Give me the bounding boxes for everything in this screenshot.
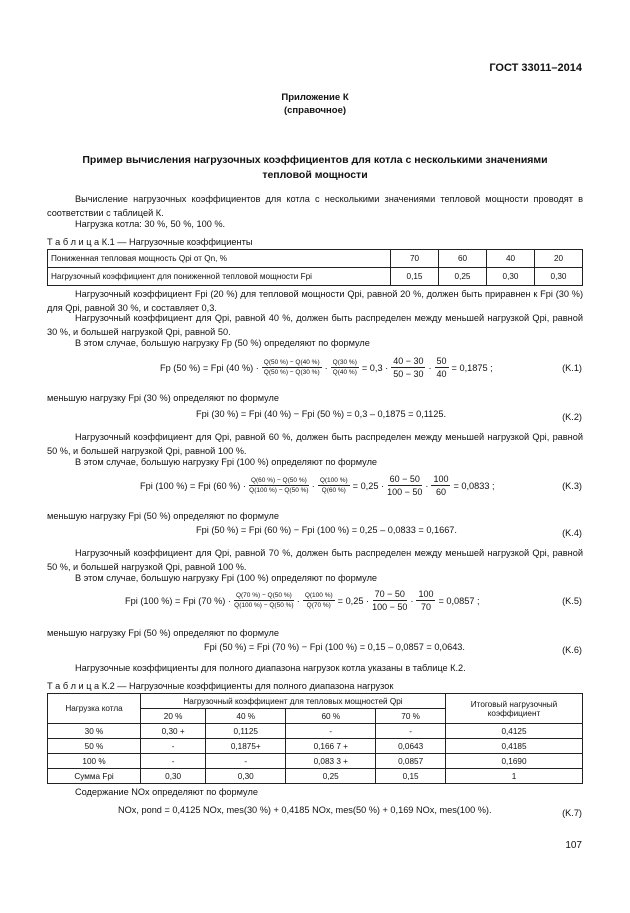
table2-cell: 0,083 3 + xyxy=(286,754,376,769)
formula-lhs: Fpi (100 %) = Fpi (60 %) · xyxy=(140,480,246,491)
formula-number: (K.6) xyxy=(562,645,582,655)
formula-number: (K.2) xyxy=(562,412,582,422)
table2-cell: 0,15 xyxy=(376,769,446,784)
table2-cell: 0,30 xyxy=(141,769,206,784)
table1-cell: 70 xyxy=(391,250,439,268)
formula-k1: Fp (50 %) = Fpi (40 %) · $\frac{Q(50 \%) - Q(40 \%)}{Q(50 \%) - Q(30 \%)}$ · $\frac{Q(30 \%)}{Q(40 \%)}$ = 0,3 · $\frac{40 - 30}{50 - 30}$ · $\frac{50}{40}$ = 0,1875 ; (K.1) xyxy=(160,356,582,379)
frac-num: Q(60 %) − Q(50 %) xyxy=(250,477,307,484)
annex-title: Приложение К xyxy=(281,92,349,103)
table2-cell: 0,1690 xyxy=(446,754,583,769)
table1-row1-label: Пониженная тепловая мощность Qpi от Qn, % xyxy=(48,250,391,268)
table2-cell: 50 % xyxy=(48,739,141,754)
table2-cell: Сумма Fpi xyxy=(48,769,141,784)
frac-den: 70 xyxy=(420,602,431,612)
frac-num: Q(70 %) − Q(50 %) xyxy=(235,592,292,599)
table2-cell: 0,1125 xyxy=(206,724,286,739)
formula-mid: = 0,25 · xyxy=(352,480,385,491)
table2-cell: 0,30 xyxy=(206,769,286,784)
table2-subhead: 60 % xyxy=(286,709,376,724)
table1-cell: 0,25 xyxy=(439,268,487,286)
formula-mid: = 0,3 · xyxy=(361,362,389,373)
table-k1 xyxy=(47,249,583,286)
formula-mid: = 0,25 · xyxy=(337,595,370,606)
table2-cell: - xyxy=(376,724,446,739)
table2-cell: - xyxy=(141,739,206,754)
table-row xyxy=(48,769,583,784)
section-heading: Пример вычисления нагрузочных коэффициентов для котла с несколькими значениями тепловой мощности xyxy=(82,154,548,181)
table2-cell: 0,25 xyxy=(286,769,376,784)
frac-den: Q(60 %) xyxy=(321,487,346,494)
frac-den: Q(40 %) xyxy=(332,369,357,376)
paragraph: Нагрузочный коэффициент для Qpi, равной 40 %, должен быть распределен между меньшей нагрузкой Qpi, равной 30 %, и большей нагрузкой Qpi, равной 50. xyxy=(47,313,583,337)
intro-paragraph: Вычисление нагрузочных коэффициентов для котла с несколькими значениями тепловой мощности проводят в соответствии с таблицей К. xyxy=(47,194,583,218)
table2-cell: - xyxy=(206,754,286,769)
table1-cell: 20 xyxy=(535,250,583,268)
standard-number: ГОСТ 33011–2014 xyxy=(489,62,582,74)
frac-num: 40 − 30 xyxy=(393,356,424,366)
page-number: 107 xyxy=(565,840,582,851)
frac-num: 50 xyxy=(436,356,447,366)
formula-rhs: = 0,0857 ; xyxy=(438,595,480,606)
table-row xyxy=(48,724,583,739)
paragraph: меньшую нагрузку Fpi (30 %) определяют по формуле xyxy=(47,393,279,403)
formula-k5: Fpi (100 %) = Fpi (70 %) · $\frac{Q(70 \%) - Q(50 \%)}{Q(100 \%) - Q(50 \%)}$ · $\frac{Q(100 \%)}{Q(70 \%)}$ = 0,25 · $\frac{70 - 50}{100 - 50}$ · $\frac{100}{70}$ = 0,0857 ; (K.5) xyxy=(125,589,582,612)
table-row xyxy=(48,739,583,754)
paragraph: меньшую нагрузку Fpi (50 %) определяют по формуле xyxy=(47,628,279,638)
table2-cell: 0,1875+ xyxy=(206,739,286,754)
table2-cell: - xyxy=(286,724,376,739)
frac-den: Q(100 %) − Q(50 %) xyxy=(234,602,294,609)
frac-num: Q(30 %) xyxy=(332,359,357,366)
frac-num: 100 xyxy=(418,589,434,599)
formula-k3: Fpi (100 %) = Fpi (60 %) · $\frac{Q(60 \%) - Q(50 \%)}{Q(100 \%) - Q(50 \%)}$ · $\frac{Q(100 \%)}{Q(60 \%)}$ = 0,25 · $\frac{60 - 50}{100 - 50}$ · $\frac{100}{60}$ = 0,0833 ; (K.3) xyxy=(140,474,582,497)
frac-den: 40 xyxy=(436,369,447,379)
formula-number: (K.5) xyxy=(562,596,582,606)
formula-number: (K.3) xyxy=(562,481,582,491)
table2-subhead: 40 % xyxy=(206,709,286,724)
formula-number: (K.1) xyxy=(562,363,582,373)
table1-cell: 40 xyxy=(487,250,535,268)
table2-cell: 0,0857 xyxy=(376,754,446,769)
formula-number: (K.4) xyxy=(562,528,582,538)
paragraph: Нагрузочный коэффициент для Qpi, равной 60 %, должен быть распределен между меньшей нагрузкой Qpi, равной 50 %, и большей нагрузкой Qpi, равной 100 %. xyxy=(47,432,583,456)
frac-num: 100 xyxy=(433,474,449,484)
frac-den: Q(100 %) − Q(50 %) xyxy=(249,487,309,494)
table2-cell: 100 % xyxy=(48,754,141,769)
frac-den: 100 − 50 xyxy=(372,602,408,612)
frac-den: 100 − 50 xyxy=(387,487,423,497)
table-k2 xyxy=(47,693,583,784)
formula-k4 xyxy=(0,520,630,550)
intro-load: Нагрузка котла: 30 %, 50 %, 100 %. xyxy=(75,219,226,229)
table2-subhead: 20 % xyxy=(141,709,206,724)
frac-den: 50 − 30 xyxy=(393,369,424,379)
formula-rhs: = 0,0833 ; xyxy=(453,480,495,491)
table2-cell: 0,4185 xyxy=(446,739,583,754)
table2-cell: 0,30 + xyxy=(141,724,206,739)
formula-text: NOx, pond = 0,4125 NOx, mes(30 %) + 0,4185 NOx, mes(50 %) + 0,169 NOx, mes(100 %). xyxy=(118,805,492,815)
table2-cell: 1 xyxy=(446,769,583,784)
frac-num: Q(100 %) xyxy=(319,477,348,484)
table2-cell: - xyxy=(141,754,206,769)
frac-num: Q(100 %) xyxy=(304,592,333,599)
paragraph: меньшую нагрузку Fpi (50 %) определяют по формуле xyxy=(47,511,279,521)
table2-cell: 0,4125 xyxy=(446,724,583,739)
formula-k2 xyxy=(0,404,630,434)
table2-head-group: Нагрузочный коэффициент для тепловых мощностей Qpi xyxy=(141,694,446,709)
formula-text: Fpi (50 %) = Fpi (70 %) − Fpi (100 %) = 0,15 – 0,0857 = 0,0643. xyxy=(204,642,465,652)
paragraph: В этом случае, большую нагрузку Fpi (100 %) определяют по формуле xyxy=(75,573,378,583)
formula-rhs: = 0,1875 ; xyxy=(451,362,493,373)
frac-num: Q(50 %) − Q(40 %) xyxy=(263,359,320,366)
table2-cell: 0,0643 xyxy=(376,739,446,754)
table2-cell: 0,166 7 + xyxy=(286,739,376,754)
table1-cell: 0,30 xyxy=(487,268,535,286)
table1-row2-label: Нагрузочный коэффициент для пониженной тепловой мощности Fpi xyxy=(48,268,391,286)
formula-number: (K.7) xyxy=(562,808,582,818)
table2-caption: Т а б л и ц а К.2 — Нагрузочные коэффициенты для полного диапазона нагрузок xyxy=(47,681,394,691)
table-row xyxy=(48,754,583,769)
annex-subtitle: (справочное) xyxy=(283,105,347,116)
frac-den: Q(50 %) − Q(30 %) xyxy=(263,369,320,376)
table1-cell: 0,30 xyxy=(535,268,583,286)
frac-num: 70 − 50 xyxy=(374,589,405,599)
frac-num: 60 − 50 xyxy=(389,474,420,484)
table1-cell: 60 xyxy=(439,250,487,268)
paragraph: Нагрузочные коэффициенты для полного диапазона нагрузок котла указаны в таблице К.2. xyxy=(75,663,466,673)
paragraph: Нагрузочный коэффициент для Qpi, равной 70 %, должен быть распределен между меньшей нагрузкой Qpi, равной 50 %, и большей нагрузкой Qpi, равной 100 %. xyxy=(47,548,583,572)
formula-text: Fpi (30 %) = Fpi (40 %) − Fpi (50 %) = 0,3 – 0,1875 = 0,1125. xyxy=(196,409,447,419)
table2-subhead: 70 % xyxy=(376,709,446,724)
table1-cell: 0,15 xyxy=(391,268,439,286)
paragraph: Нагрузочный коэффициент Fpi (20 %) для тепловой мощности Qpi, равной 20 %, должен быть приравнен к Fpi (30 %) для Qpi, равной 30 %, и составляет 0,3. xyxy=(47,289,583,313)
table2-head-final: Итоговый нагрузочный коэффициент xyxy=(446,694,583,724)
frac-den: 60 xyxy=(435,487,446,497)
paragraph: В этом случае, большую нагрузку Fp (50 %) определяют по формуле xyxy=(75,338,370,348)
frac-den: Q(70 %) xyxy=(306,602,331,609)
paragraph: Содержание NOx определяют по формуле xyxy=(75,787,258,797)
paragraph: В этом случае, большую нагрузку Fpi (100 %) определяют по формуле xyxy=(75,457,378,467)
formula-text: Fpi (50 %) = Fpi (60 %) − Fpi (100 %) = 0,25 – 0,0833 = 0,1667. xyxy=(196,525,457,535)
table2-head-load: Нагрузка котла xyxy=(48,694,141,724)
formula-lhs: Fpi (100 %) = Fpi (70 %) · xyxy=(125,595,231,606)
table2-cell: 30 % xyxy=(48,724,141,739)
formula-lhs: Fp (50 %) = Fpi (40 %) · xyxy=(160,362,259,373)
table1-caption: Т а б л и ц а К.1 — Нагрузочные коэффициенты xyxy=(47,237,253,247)
formula-k7 xyxy=(0,800,630,830)
